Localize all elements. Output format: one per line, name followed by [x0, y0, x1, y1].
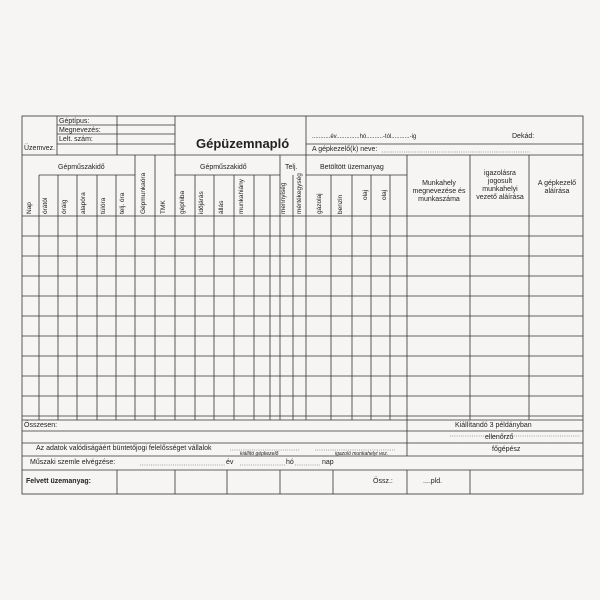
kiallitando-note: Kiállítandó 3 példányban — [455, 422, 532, 429]
ellenorzo-label: ellenőrző — [485, 434, 514, 441]
kiallito-caption: kiállító gépkezelő — [240, 451, 279, 457]
adatok-statement: Az adatok valódiságáért büntetőjogi felelősséget vállalok — [36, 445, 212, 452]
col-olaj-2: olaj — [381, 189, 388, 200]
igazolo-caption: igazoló munkahelyi vez. — [335, 451, 389, 457]
nap-label: nap — [322, 459, 334, 466]
uzemanyag-header: Betöltött üzemanyag — [320, 164, 384, 171]
col-oraig: óráig — [61, 199, 68, 214]
col-olaj-1: olaj — [362, 189, 369, 200]
col-mennyiseg: mennyiség — [280, 182, 287, 214]
col-idojaras: időjárás — [198, 191, 205, 214]
ho-label: hó — [286, 459, 294, 466]
munkahely-header: Munkahely megnevezése és munkaszáma — [412, 180, 466, 203]
ev-label: év — [226, 459, 234, 466]
fogepesz-label: főgépész — [492, 446, 521, 453]
date-range-line[interactable]: ...........év..............hó..........-tól...........-ig — [312, 134, 417, 140]
ossz-label: Össz.: — [373, 478, 393, 485]
col-telj-ora: telj. óra — [119, 192, 126, 214]
col-tmk: TMK — [160, 200, 167, 214]
muszaki-szemle-label: Műszaki szemle elvégzése: — [30, 459, 116, 466]
col-tulora: túlóra — [100, 197, 107, 214]
gepkezelo-name-label: A gépkezelő(k) neve: — [312, 146, 378, 153]
gepkezelo-alairas-header: A gépkezelő aláírása — [537, 180, 577, 195]
col-ortol: órától — [42, 197, 49, 214]
lelt-szam-label: Lelt. szám: — [59, 136, 93, 143]
col-benzin: benzin — [337, 194, 344, 214]
col-gazolaj: gázolaj — [316, 193, 323, 214]
gepmuszakido-header-2: Gépműszakidő — [200, 164, 247, 171]
felvett-uzemanyag-label: Felvett üzemanyag: — [26, 478, 91, 485]
osszesen-label: Összesen: — [24, 422, 58, 429]
igazolasra-header: igazolásra jogosult munkahelyi vezető aláírása — [476, 170, 524, 201]
page-title: Gépüzemnapló — [196, 136, 290, 151]
col-nap: Nap — [26, 202, 33, 214]
megnevezes-label: Megnevezés: — [59, 127, 101, 134]
dekad-label: Dekád: — [512, 133, 535, 140]
gepmuszakido-header-1: Gépműszakidő — [58, 164, 105, 171]
col-gepmunkaora: Gépmunkaóra — [140, 172, 147, 214]
pld-label: ....pld. — [423, 478, 443, 485]
geptipus-label: Géptípus: — [59, 118, 90, 125]
uzemvez-label: Üzemvez. — [24, 145, 56, 152]
col-allas: állás — [218, 200, 225, 214]
col-munkahiany: munkahiány — [238, 178, 245, 214]
col-mertekegyseg: mértékegység — [296, 173, 303, 214]
col-alapora: alapóra — [80, 192, 87, 214]
col-gephiba: géphiba — [179, 190, 186, 214]
telj-header: Telj. — [285, 164, 298, 171]
